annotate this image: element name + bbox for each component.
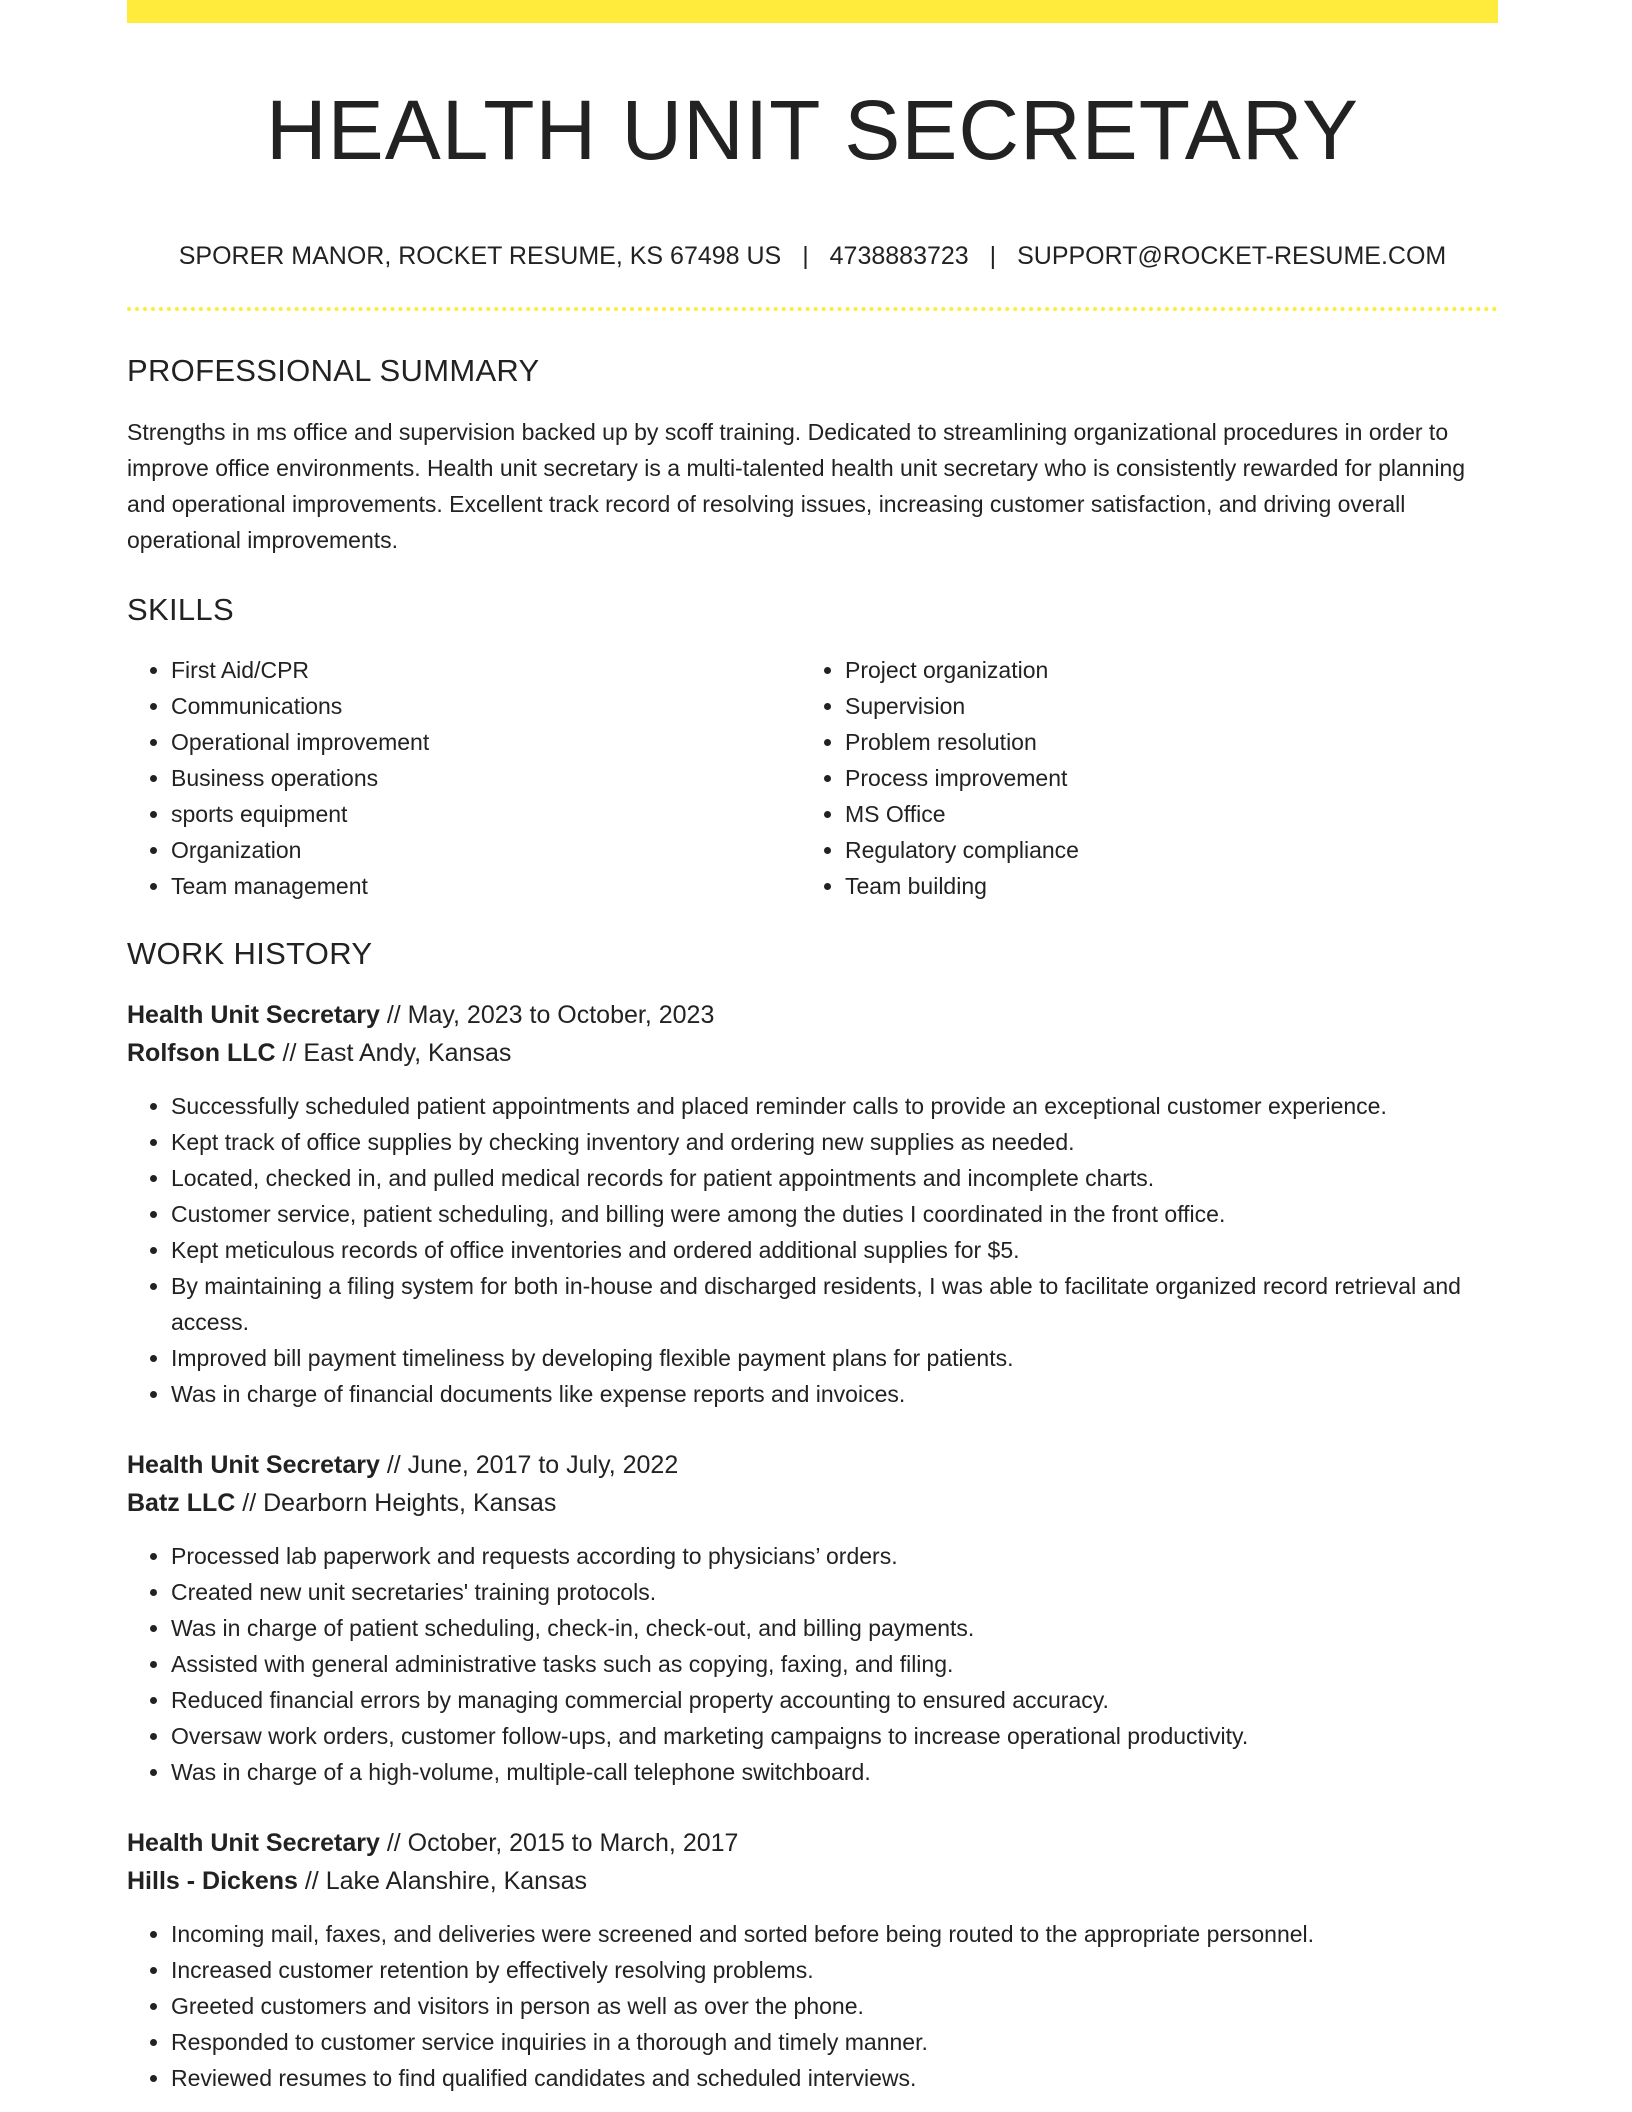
job-company: Rolfson LLC <box>127 1039 276 1067</box>
contact-phone: 4738883723 <box>829 242 969 270</box>
job-bullet: • Assisted with general administrative tasks such as copying, faxing, and filing. <box>171 1646 1498 1682</box>
job-title-line: Health Unit Secretary // May, 2023 to October, 2023 <box>127 1001 715 1029</box>
job-bullet: • Improved bill payment timeliness by developing flexible payment plans for patients. <box>171 1340 1498 1376</box>
job-title: Health Unit Secretary <box>127 1829 380 1857</box>
skills-left-list <box>127 652 801 904</box>
job-bullet: • Increased customer retention by effectively resolving problems. <box>171 1952 1498 1988</box>
skill-item: • Operational improvement <box>171 724 801 760</box>
skill-item: • Communications <box>171 688 801 724</box>
job-bullet: • Created new unit secretaries' training protocols. <box>171 1574 1498 1610</box>
job-dates: May, 2023 to October, 2023 <box>407 1001 715 1029</box>
job-bullet: • Was in charge of a high-volume, multiple-call telephone switchboard. <box>171 1754 1498 1790</box>
contact-separator: | <box>802 242 809 270</box>
job-company-line: Rolfson LLC // East Andy, Kansas <box>127 1039 512 1067</box>
job-bullets <box>127 1088 1498 1412</box>
skill-item: • Regulatory compliance <box>845 832 1475 868</box>
job-title-line: Health Unit Secretary // October, 2015 to March, 2017 <box>127 1829 739 1857</box>
job-bullet: • Kept meticulous records of office inventories and ordered additional supplies for $5. <box>171 1232 1498 1268</box>
skill-item: • First Aid/CPR <box>171 652 801 688</box>
job-bullet: • Reviewed resumes to find qualified candidates and scheduled interviews. <box>171 2060 1498 2096</box>
job-title-line: Health Unit Secretary // June, 2017 to July, 2022 <box>127 1451 679 1479</box>
skill-item: • sports equipment <box>171 796 801 832</box>
job-bullet: • Greeted customers and visitors in person as well as over the phone. <box>171 1988 1498 2024</box>
job-bullet: • Reduced financial errors by managing commercial property accounting to ensured accuracy. <box>171 1682 1498 1718</box>
job-bullet: • By maintaining a filing system for both in-house and discharged residents, I was able to facilitate organized record retrieval and access. <box>171 1268 1498 1340</box>
skill-item: • Problem resolution <box>845 724 1475 760</box>
job-dates: June, 2017 to July, 2022 <box>407 1451 679 1479</box>
job-location: East Andy, Kansas <box>303 1039 512 1067</box>
skill-item: • Supervision <box>845 688 1475 724</box>
skill-item: • MS Office <box>845 796 1475 832</box>
job-company: Batz LLC <box>127 1489 236 1517</box>
job-title: Health Unit Secretary <box>127 1451 380 1479</box>
job-bullets <box>127 1538 1498 1790</box>
skill-item: • Team management <box>171 868 801 904</box>
skill-item: • Process improvement <box>845 760 1475 796</box>
job-bullets <box>127 1916 1498 2096</box>
job-bullet: • Located, checked in, and pulled medical records for patient appointments and incomplete charts. <box>171 1160 1498 1196</box>
job-bullet: • Oversaw work orders, customer follow-ups, and marketing campaigns to increase operational productivity. <box>171 1718 1498 1754</box>
summary-text: Strengths in ms office and supervision backed up by scoff training. Dedicated to streamlining organizational procedures in order to improve office environments. Health unit secretary is a multi-talented health unit secretary who is consistently rewarded for planning and operational improvements. Excellent track record of resolving issues, increasing customer satisfaction, and driving overall operational improvements. <box>127 419 1466 553</box>
job-company: Hills - Dickens <box>127 1867 298 1895</box>
contact-line <box>127 240 1498 272</box>
skills-columns <box>127 652 1498 904</box>
skill-item: • Organization <box>171 832 801 868</box>
resume-content <box>127 0 1498 2096</box>
job-bullet: • Incoming mail, faxes, and deliveries were screened and sorted before being routed to the appropriate personnel. <box>171 1916 1498 1952</box>
skill-item: • Team building <box>845 868 1475 904</box>
header-divider <box>127 307 1498 311</box>
job-bullet: • Was in charge of patient scheduling, check-in, check-out, and billing payments. <box>171 1610 1498 1646</box>
job-bullet: • Successfully scheduled patient appointments and placed reminder calls to provide an exceptional customer experience. <box>171 1088 1498 1124</box>
job-location: Dearborn Heights, Kansas <box>263 1489 557 1517</box>
job-entry <box>127 1824 1498 2096</box>
job-bullet: • Responded to customer service inquiries in a thorough and timely manner. <box>171 2024 1498 2060</box>
skill-item: • Project organization <box>845 652 1475 688</box>
summary-heading: PROFESSIONAL SUMMARY <box>127 353 540 388</box>
contact-separator: | <box>989 242 997 270</box>
job-bullet: • Customer service, patient scheduling, and billing were among the duties I coordinated in the front office. <box>171 1196 1498 1232</box>
work-history-heading: WORK HISTORY <box>127 936 373 971</box>
job-dates: October, 2015 to March, 2017 <box>407 1829 739 1857</box>
job-bullet: • Processed lab paperwork and requests according to physicians’ orders. <box>171 1538 1498 1574</box>
job-entry <box>127 1446 1498 1790</box>
job-bullet: • Was in charge of financial documents like expense reports and invoices. <box>171 1376 1498 1412</box>
skill-item: • Business operations <box>171 760 801 796</box>
contact-address: SPORER MANOR, ROCKET RESUME, KS 67498 US <box>178 242 782 270</box>
job-location: Lake Alanshire, Kansas <box>325 1867 587 1895</box>
job-bullet: • Kept track of office supplies by checking inventory and ordering new supplies as needed. <box>171 1124 1498 1160</box>
skills-heading: SKILLS <box>127 592 234 627</box>
job-company-line: Hills - Dickens // Lake Alanshire, Kansas <box>127 1867 587 1895</box>
contact-email: SUPPORT@ROCKET-RESUME.COM <box>1017 242 1447 270</box>
resume-name: HEALTH UNIT SECRETARY <box>266 83 1359 177</box>
skills-right-list <box>801 652 1475 904</box>
job-company-line: Batz LLC // Dearborn Heights, Kansas <box>127 1489 557 1517</box>
job-title: Health Unit Secretary <box>127 1001 380 1029</box>
job-entry <box>127 996 1498 1412</box>
